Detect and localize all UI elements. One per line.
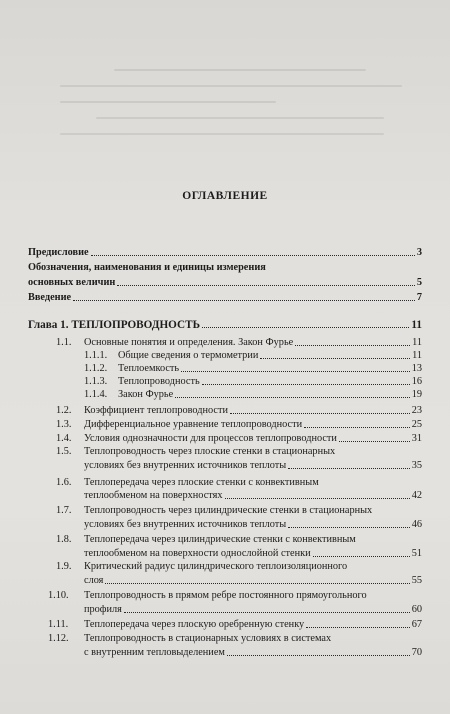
toc-entry-number: 1.8. [56, 534, 72, 545]
toc-entry-number: 1.1.2. [84, 363, 108, 374]
toc-entry-number: 1.12. [48, 633, 69, 644]
toc-entry-1-1-1[interactable] [84, 350, 422, 362]
toc-entry-page: 23 [411, 405, 422, 416]
toc-entry-1-12[interactable] [84, 647, 422, 659]
toc-entry-text: Глава 1. ТЕПЛОПРОВОДНОСТЬ [28, 319, 200, 331]
toc-entry-text: Введение [28, 292, 72, 303]
leader-dots [288, 468, 410, 469]
toc-entry-text: Теплопередача через плоскую оребренную стенку [84, 619, 305, 630]
toc-entry-1-5[interactable] [84, 460, 422, 472]
toc-entry-text: условиях без внутренних источников теплоты [84, 519, 287, 530]
toc-entry-page: 55 [411, 575, 422, 586]
toc-entry-number: 1.9. [56, 561, 72, 572]
leader-dots [295, 345, 410, 346]
toc-entry-text: Критический радиус цилиндрического теплоизоляционного [84, 561, 348, 572]
toc-entry-page: 5 [416, 277, 422, 288]
toc-entry-page: 60 [411, 604, 422, 615]
toc-entry-1-2[interactable] [56, 405, 422, 417]
leader-dots [227, 655, 410, 656]
toc-entry-text: Теплопроводность в стационарных условиях в системах [84, 633, 332, 644]
toc-entry-text: слоя [84, 575, 104, 586]
toc-entry-chapter-1[interactable] [28, 319, 422, 331]
leader-dots [202, 384, 410, 385]
toc-entry-page: 13 [411, 363, 422, 374]
toc-entry-text: профиля [84, 604, 122, 615]
toc-entry-text: теплообменом на поверхностях [84, 490, 223, 501]
toc-entry-text: Предисловие [28, 247, 89, 258]
toc-entry-1-3[interactable] [56, 419, 422, 431]
toc-entry-1-1-3[interactable] [84, 376, 422, 388]
toc-entry-number: 1.4. [56, 433, 72, 444]
toc-entry-number: 1.3. [56, 419, 72, 430]
toc-entry-1-8-line1[interactable] [56, 534, 422, 546]
toc-entry-page: 67 [411, 619, 422, 630]
leader-dots [175, 397, 410, 398]
toc-entry-page: 3 [416, 247, 422, 258]
leader-dots [73, 300, 415, 301]
toc-entry-1-12-line1[interactable] [48, 633, 422, 645]
toc-entry-1-4[interactable] [56, 433, 422, 445]
toc-entry-page: 19 [411, 389, 422, 400]
toc-entry-page: 70 [411, 647, 422, 658]
toc-entry-page: 11 [412, 350, 422, 361]
toc-entry-text: Теплопередача через плоские стенки с конвективным [84, 477, 319, 488]
toc-entry-number: 1.1.3. [84, 376, 108, 387]
toc-entry-text: Теплопередача через цилиндрические стенки с конвективным [84, 534, 356, 545]
toc-entry-1-9-line1[interactable] [56, 561, 422, 573]
toc-entry-text: Дифференциальное уравнение теплопроводности [84, 419, 303, 430]
toc-entry-text: Основные понятия и определения. Закон Фурье [84, 337, 294, 348]
toc-entry-1-10-line1[interactable] [48, 590, 422, 602]
leader-dots [225, 498, 410, 499]
leader-dots [230, 413, 410, 414]
toc-entry-text: условиях без внутренних источников теплоты [84, 460, 287, 471]
toc-entry-page: 35 [411, 460, 422, 471]
leader-dots [202, 327, 409, 328]
toc-entry-number: 1.7. [56, 505, 72, 516]
toc-entry-text: основных величин [28, 277, 116, 288]
toc-entry-introduction[interactable] [28, 292, 422, 304]
toc-entry-text: с внутренним тепловыделением [84, 647, 225, 658]
leader-dots [91, 255, 415, 256]
toc-entry-1-10[interactable] [84, 604, 422, 616]
toc-entry-1-1-4[interactable] [84, 389, 422, 401]
leader-dots [288, 527, 410, 528]
toc-entry-text: теплообменом на поверхности однослойной стенки [84, 548, 311, 559]
leader-dots [304, 427, 410, 428]
toc-entry-notation[interactable] [28, 277, 422, 289]
toc-entry-page: 46 [411, 519, 422, 530]
toc-entry-text: Теплопроводность через цилиндрические стенки в стационарных [84, 505, 373, 516]
leader-dots [105, 583, 409, 584]
leader-dots [313, 556, 410, 557]
toc-entry-number: 1.11. [48, 619, 69, 630]
toc-entry-number: 1.6. [56, 477, 72, 488]
toc-entry-number: 1.1.4. [84, 389, 108, 400]
toc-entry-number: 1.10. [48, 590, 69, 601]
toc-entry-preface[interactable] [28, 247, 422, 259]
toc-entry-1-7-line1[interactable] [56, 505, 422, 517]
leader-dots [124, 612, 410, 613]
toc-entry-text: Закон Фурье [118, 389, 174, 400]
toc-entry-text: Коэффициент теплопроводности [84, 405, 229, 416]
toc-entry-number: 1.1.1. [84, 350, 108, 361]
toc-entry-page: 25 [411, 419, 422, 430]
toc-entry-number: 1.5. [56, 446, 72, 457]
toc-entry-1-9[interactable] [84, 575, 422, 587]
toc-entry-page: 7 [416, 292, 422, 303]
toc-entry-page: 11 [412, 337, 422, 348]
toc-entry-1-8[interactable] [84, 548, 422, 560]
toc-entry-page: 16 [411, 376, 422, 387]
toc-entry-text: Теплопроводность через плоские стенки в стационарных [84, 446, 336, 457]
toc-entry-number: 1.1. [56, 337, 72, 348]
toc-entry-number: 1.2. [56, 405, 72, 416]
toc-entry-page: 51 [411, 548, 422, 559]
toc-title: ОГЛАВЛЕНИЕ [182, 190, 268, 202]
leader-dots [260, 358, 410, 359]
toc-entry-text: Теплопроводность [118, 376, 200, 387]
leader-dots [117, 285, 415, 286]
toc-entry-1-6-line1[interactable] [56, 477, 422, 489]
leader-dots [181, 371, 410, 372]
toc-entry-notation-line1[interactable]: Обозначения, наименования и единицы измерения [28, 262, 266, 273]
toc-entry-1-1-2[interactable] [84, 363, 422, 375]
toc-entry-page: 42 [411, 490, 422, 501]
toc-entry-1-5-line1[interactable] [56, 446, 422, 458]
toc-entry-text: Теплоемкость [118, 363, 180, 374]
toc-entry-1-6[interactable] [84, 490, 422, 502]
toc-entry-1-1[interactable] [56, 337, 422, 349]
toc-entry-1-7[interactable] [84, 519, 422, 531]
toc-entry-page: 31 [411, 433, 422, 444]
toc-entry-text: Теплопроводность в прямом ребре постоянного прямоугольного [84, 590, 367, 601]
toc-entry-page: 11 [411, 319, 422, 331]
toc-entry-1-11[interactable] [48, 619, 422, 631]
toc-entry-text: Общие сведения о термометрии [118, 350, 259, 361]
reverse-side-bleed [60, 55, 420, 175]
toc-entry-text: Условия однозначности для процессов теплопроводности [84, 433, 337, 444]
leader-dots [339, 441, 410, 442]
leader-dots [306, 627, 410, 628]
